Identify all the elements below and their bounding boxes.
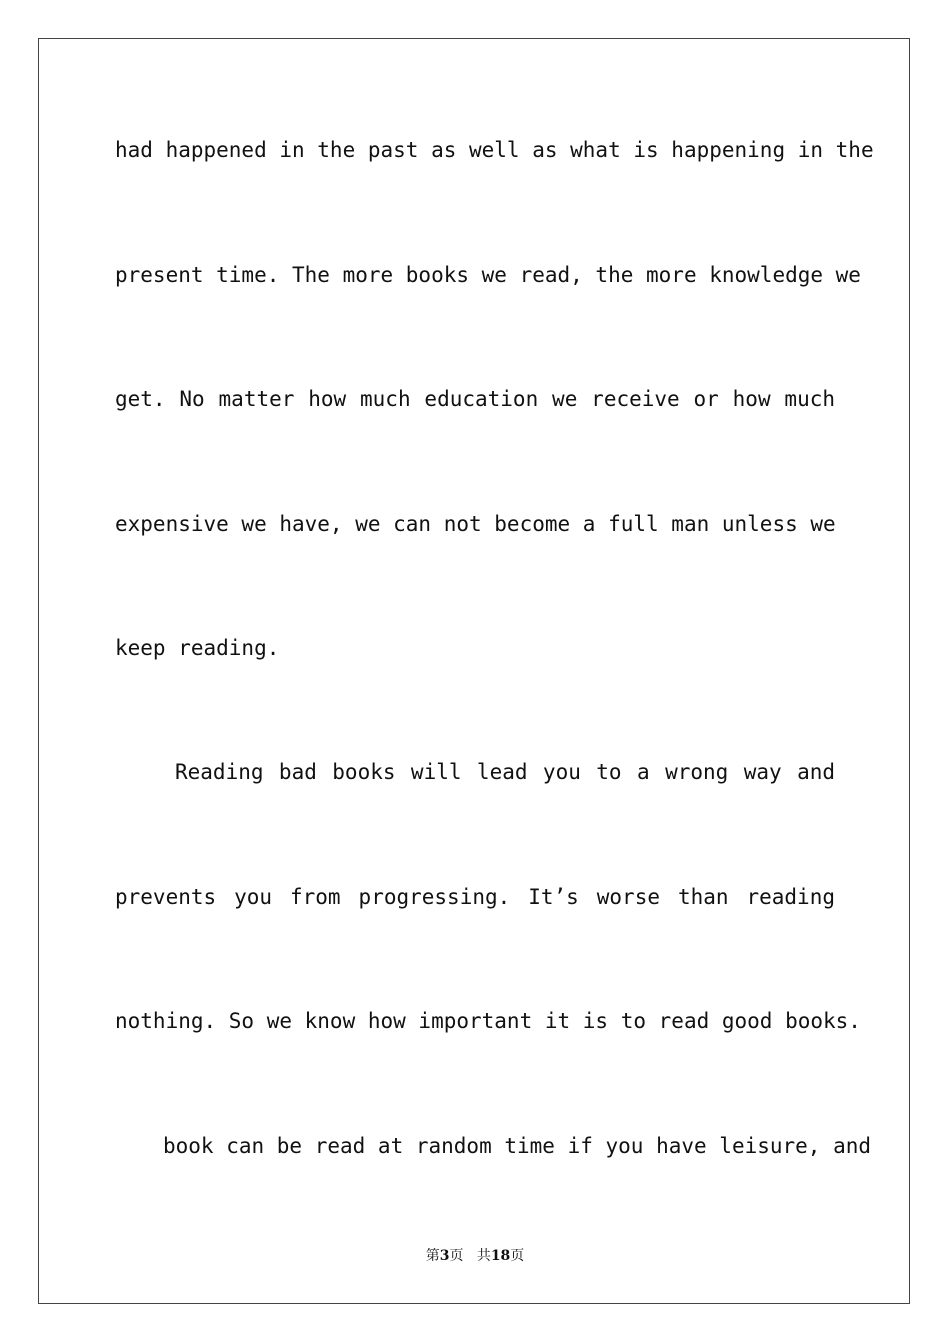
- text-line: nothing. So we know how important it is to read good books.: [115, 1009, 861, 1033]
- total-prefix: 共: [476, 1248, 491, 1264]
- page-prefix: 第: [425, 1248, 440, 1264]
- page-suffix: 页: [449, 1248, 464, 1264]
- text-line: present time. The more books we read, the more knowledge we: [115, 263, 861, 287]
- text-line: prevents you from progressing. It’s worse than reading: [115, 885, 835, 909]
- text-line: expensive we have, we can not become a full man unless we: [115, 512, 836, 536]
- text-line: book can be read at random time if you have leisure, and: [163, 1134, 872, 1158]
- text-line: keep reading.: [115, 636, 280, 660]
- page-number: 3: [439, 1248, 450, 1264]
- text-line: had happened in the past as well as what is happening in the: [115, 138, 874, 162]
- total-suffix: 页: [510, 1248, 525, 1264]
- total-pages: 18: [490, 1248, 511, 1264]
- text-line: Reading bad books will lead you to a wrong way and: [175, 760, 835, 784]
- page-footer: [0, 1246, 950, 1266]
- text-line: get. No matter how much education we receive or how much: [115, 387, 835, 411]
- page-frame: [38, 38, 910, 1304]
